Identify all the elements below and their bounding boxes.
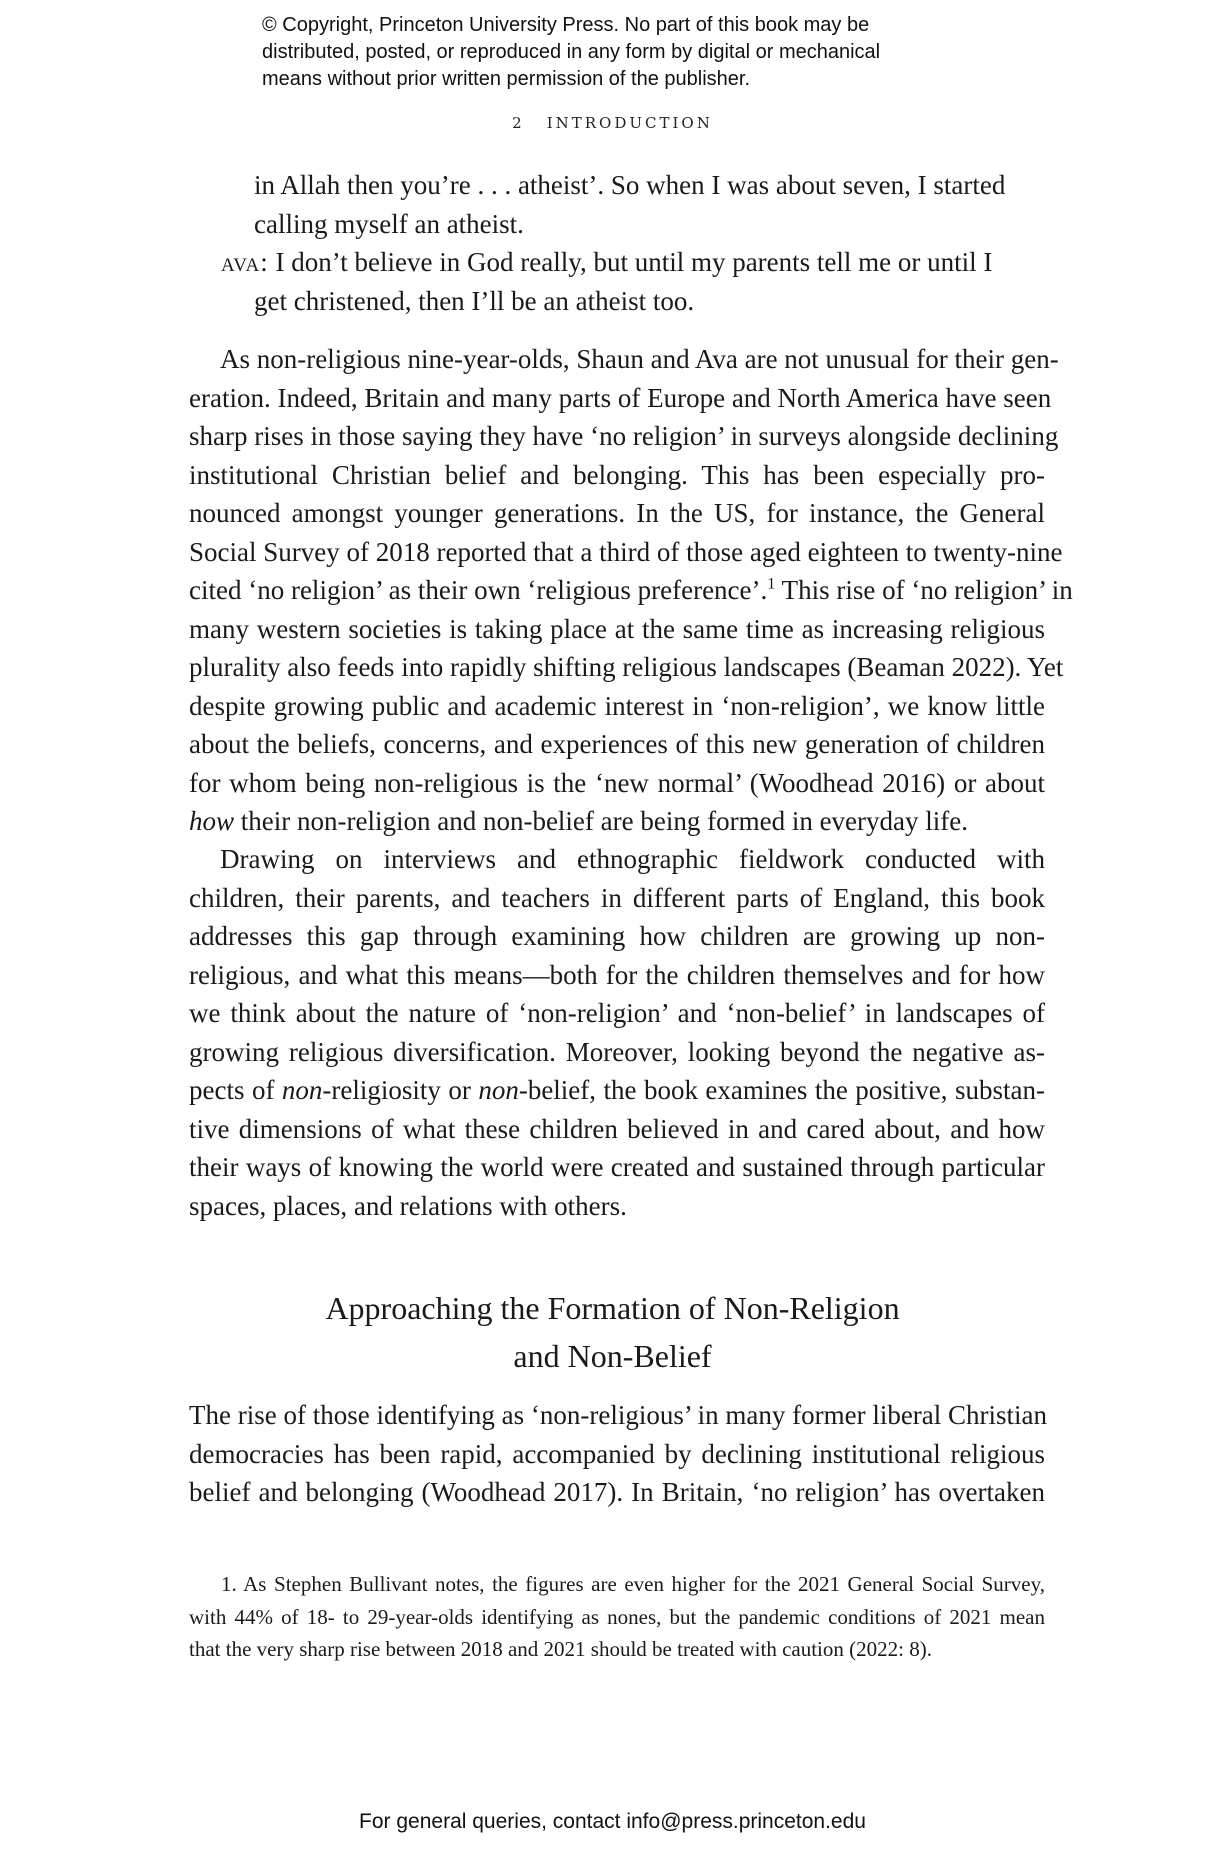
emphasis: non (281, 1075, 323, 1105)
text-line: about the beliefs, concerns, and experiences of this new generation of children (189, 729, 1045, 759)
text-line (189, 802, 1045, 841)
paragraph (189, 1396, 1048, 1512)
text-span: their non-religion and non-belief are being formed in everyday life. (234, 806, 968, 836)
emphasis: non (478, 1075, 519, 1105)
heading-line: Approaching the Formation of Non-Religion (325, 1290, 900, 1326)
text-line: tive dimensions of what these children believed in and cared about, and how (189, 1113, 1045, 1144)
contact-line: For general queries, contact info@press.princeton.edu (359, 1810, 866, 1833)
dialogue-line: calling myself an atheist. (254, 208, 524, 239)
text-line: democracies has been rapid, accompanied by declining institutional religious (189, 1438, 1045, 1469)
running-head (0, 114, 1225, 132)
copyright-notice (262, 12, 1002, 93)
text-span: -belief, the book examines the positive, substan- (518, 1075, 1046, 1105)
text-span: cited ‘no religion’ as their own ‘religious preference’. (189, 575, 768, 605)
text-line: addresses this gap through examining how children are growing up non- (189, 921, 1045, 951)
text-line: their ways of knowing the world were created and sustained through particular (189, 1152, 1045, 1182)
emphasis: how (189, 806, 235, 836)
speaker-name: ava: (221, 247, 269, 277)
text-line: plurality also feeds into rapidly shifting religious landscapes (Beaman 2022). Yet (189, 652, 1064, 682)
text-span: -religiosity or (322, 1075, 479, 1105)
text-line: As non-religious nine-year-olds, Shaun and Ava are not unusual for their gen- (220, 344, 1059, 374)
text-line: many western societies is taking place at the same time as increasing religious (189, 613, 1045, 644)
text-line: nounced amongst younger generations. In the US, for instance, the General (189, 498, 1045, 528)
text-line: we think about the nature of ‘non-religion’ and ‘non-belief’ in landscapes of (189, 998, 1045, 1028)
text-span: This rise of ‘no religion’ in (775, 575, 1073, 605)
footnote-line: with 44% of 18- to 29-year-olds identifying as nones, but the pandemic conditions of 2021 mean (189, 1604, 1045, 1629)
copyright-line: means without prior written permission of the publisher. (262, 68, 751, 90)
text-line: spaces, places, and relations with others. (189, 1190, 627, 1221)
text-line: institutional Christian belief and belonging. This has been especially pro- (189, 459, 1045, 490)
running-head-section: INTRODUCTION (546, 114, 713, 132)
text-line: Drawing on interviews and ethnographic fieldwork conducted with (220, 844, 1045, 874)
text-line: belief and belonging (Woodhead 2017). In Britain, ‘no religion’ has overtaken (189, 1477, 1045, 1507)
page-number: 2 (512, 114, 525, 132)
text-line: for whom being non-religious is the ‘new normal’ (Woodhead 2016) or about (189, 767, 1045, 798)
copyright-line: © Copyright, Princeton University Press. No part of this book may be (262, 14, 870, 36)
paragraph (189, 840, 1045, 1225)
paragraph (189, 340, 1073, 841)
text-line: Social Survey of 2018 reported that a third of those aged eighteen to twenty-nine (189, 536, 1063, 567)
dialogue-line: in Allah then you’re . . . atheist’. So when I was about seven, I started (254, 170, 1006, 200)
heading-line: and Non-Belief (513, 1338, 712, 1374)
text-span: pects of (189, 1075, 282, 1105)
text-line: growing religious diversification. Moreover, looking beyond the negative as- (189, 1036, 1045, 1067)
interview-dialogue (221, 166, 1045, 320)
footnote-line: 1. As Stephen Bullivant notes, the figures are even higher for the 2021 General Social Survey, (221, 1572, 1045, 1596)
footnote (189, 1568, 1045, 1666)
footnote-ref[interactable]: 1 (767, 574, 776, 593)
section-heading (0, 1284, 1225, 1380)
text-line (189, 1071, 1045, 1110)
text-line: sharp rises in those saying they have ‘no religion’ in surveys alongside declining (189, 421, 1059, 451)
text-line: The rise of those identifying as ‘non-religious’ in many former liberal Christian (189, 1400, 1048, 1430)
text-line: eration. Indeed, Britain and many parts of Europe and North America have seen (189, 382, 1052, 413)
text-line: children, their parents, and teachers in different parts of England, this book (189, 882, 1045, 913)
copyright-line: distributed, posted, or reproduced in any form by digital or mechanical (262, 41, 881, 63)
text-line: despite growing public and academic interest in ‘non-religion’, we know little (189, 690, 1045, 721)
text-line: religious, and what this means—both for the children themselves and for how (189, 959, 1045, 990)
footnote-line: that the very sharp rise between 2018 and 2021 should be treated with caution (2022: 8). (189, 1637, 932, 1661)
text-line (189, 571, 1073, 610)
dialogue-text: I don’t believe in God really, but until my parents tell me or until I (268, 247, 993, 277)
dialogue-line: get christened, then I’ll be an atheist too. (254, 285, 695, 316)
dialogue-line (221, 243, 1045, 282)
